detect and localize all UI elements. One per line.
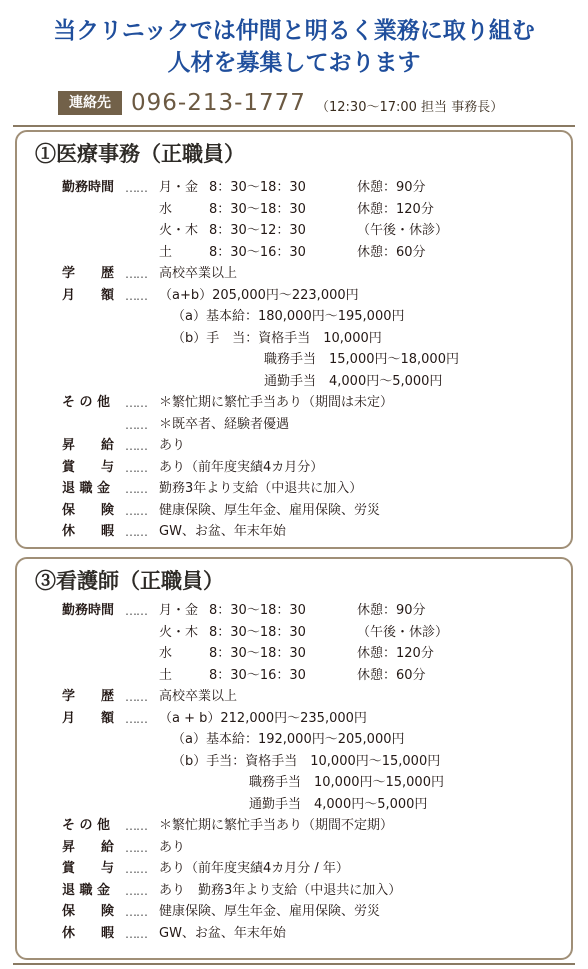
card-title: ①医療事務（正職員）: [35, 141, 245, 166]
row-value: GW、お盆、年末年始: [159, 524, 286, 539]
info-row: [17, 795, 571, 815]
row-time: 8：30〜18：30: [209, 201, 306, 217]
row-label: 退 職 金: [62, 481, 111, 496]
leader-dots: ……: [125, 417, 147, 432]
info-row: [17, 307, 571, 327]
row-value: 健康保険、厚生年金、雇用保険、労災: [159, 904, 381, 919]
row-time: 8：30〜16：30: [209, 667, 306, 683]
row-break: 休憩：90分: [357, 180, 426, 195]
row-value: 職務手当 10,000円〜15,000円: [249, 775, 444, 790]
row-value: （a）基本給：192,000円〜205,000円: [172, 732, 405, 747]
row-value: （a）基本給：180,000円〜195,000円: [172, 309, 405, 324]
row-value: 水: [159, 201, 173, 217]
row-value: あり（前年度実績4カ月分）: [159, 459, 324, 475]
info-row: [17, 838, 571, 858]
info-row: [17, 644, 571, 664]
info-row: [17, 522, 571, 542]
row-value: （b）手当：資格手当 10,000円〜15,000円: [172, 753, 441, 769]
info-row: [17, 479, 571, 499]
row-value: あり: [159, 839, 186, 855]
row-label: 保 険: [62, 502, 115, 518]
leader-dots: ……: [125, 840, 147, 855]
row-value: 高校卒業以上: [159, 689, 238, 704]
row-break: 休憩：90分: [357, 603, 426, 618]
row-time: 8：30〜18：30: [209, 180, 306, 195]
info-row: [17, 666, 571, 686]
info-row: [17, 816, 571, 836]
row-label: 勤務時間: [62, 603, 115, 618]
info-row: [17, 286, 571, 306]
divider-bottom: [13, 963, 575, 965]
row-value: 火・木: [159, 624, 199, 640]
info-row: [17, 436, 571, 456]
row-value: 火・木: [159, 223, 199, 238]
info-row: [17, 221, 571, 241]
leader-dots: ……: [125, 905, 147, 919]
leader-dots: ……: [125, 396, 147, 410]
row-value: （b）手 当：資格手当 10,000円: [172, 330, 382, 346]
row-value: あり 勤務3年より支給（中退共に加入）: [159, 882, 402, 898]
row-break: 休憩：120分: [357, 646, 434, 661]
job-card-medical-office: [15, 130, 573, 549]
row-label: 賞 与: [62, 459, 115, 475]
info-row: [17, 458, 571, 478]
row-value: 高校卒業以上: [159, 266, 238, 281]
info-row: [17, 730, 571, 750]
row-value: ＊繁忙期に繁忙手当あり（期間は未定）: [159, 395, 394, 410]
row-value: あり: [159, 438, 186, 453]
info-row: [17, 264, 571, 284]
info-row: [17, 601, 571, 621]
row-label: 賞 与: [62, 861, 115, 876]
row-value: 勤務3年より支給（中退共に加入）: [159, 481, 363, 496]
row-value: ＊繁忙期に繁忙手当あり（期間不定期）: [159, 818, 394, 833]
row-value: GW、お盆、年末年始: [159, 925, 286, 941]
row-label: 昇 給: [62, 438, 115, 453]
row-label: 休 暇: [62, 524, 115, 539]
row-label: 保 険: [62, 904, 115, 919]
row-value: 職務手当 15,000円〜18,000円: [264, 352, 459, 367]
leader-dots: ……: [125, 690, 147, 704]
leader-dots: ……: [125, 604, 147, 618]
contact-phone[interactable]: 096-213-1777: [131, 90, 306, 116]
contact-label: 連絡先: [58, 91, 122, 115]
row-break: 休憩：60分: [357, 244, 426, 260]
info-row: [17, 773, 571, 793]
row-label: そ の 他: [62, 818, 111, 833]
info-row: [17, 623, 571, 643]
info-row: [17, 329, 571, 349]
row-time: 8：30〜12：30: [209, 223, 306, 238]
info-row: [17, 178, 571, 198]
row-value: あり（前年度実績4カ月分 / 年）: [159, 861, 349, 876]
row-label: そ の 他: [62, 395, 111, 410]
leader-dots: ……: [125, 439, 147, 453]
headline-line-2: 人材を募集しております: [167, 50, 421, 76]
row-label: 休 暇: [62, 925, 115, 941]
row-value: 通勤手当 4,000円〜5,000円: [264, 373, 443, 389]
row-label: 月 額: [62, 710, 115, 726]
row-label: 学 歴: [62, 689, 115, 704]
leader-dots: ……: [125, 862, 147, 876]
row-label: 学 歴: [62, 266, 115, 281]
row-label: 退 職 金: [62, 882, 111, 898]
card-title: ③看護師（正職員）: [35, 568, 224, 593]
row-value: 月・金: [159, 180, 199, 195]
info-row: [17, 709, 571, 729]
leader-dots: ……: [125, 460, 147, 475]
leader-dots: ……: [125, 883, 147, 898]
row-time: 8：30〜18：30: [209, 603, 306, 618]
row-break: （午後・休診）: [357, 223, 449, 238]
row-time: 8：30〜18：30: [209, 624, 306, 640]
info-row: [17, 200, 571, 220]
row-break: 休憩：120分: [357, 201, 434, 217]
info-row: [17, 393, 571, 413]
divider-top: [13, 125, 575, 127]
row-value: 健康保険、厚生年金、雇用保険、労災: [159, 502, 381, 518]
row-value: 通勤手当 4,000円〜5,000円: [249, 796, 428, 812]
info-row: [17, 924, 571, 944]
row-value: （a + b）212,000円〜235,000円: [159, 710, 367, 726]
leader-dots: ……: [125, 503, 147, 518]
row-label: 月 額: [62, 287, 115, 303]
row-value: 土: [159, 244, 173, 260]
leader-dots: ……: [125, 926, 147, 941]
leader-dots: ……: [125, 267, 147, 281]
row-value: 月・金: [159, 603, 199, 618]
row-break: （午後・休診）: [357, 624, 449, 640]
info-row: [17, 752, 571, 772]
row-value: （a+b）205,000円〜223,000円: [159, 287, 359, 303]
row-label: 勤務時間: [62, 180, 115, 195]
info-row: [17, 881, 571, 901]
headline-line-1: 当クリニックでは仲間と明るく業務に取り組む: [53, 18, 535, 44]
info-row: [17, 372, 571, 392]
row-label: 昇 給: [62, 839, 115, 855]
job-card-nurse: [15, 557, 573, 960]
leader-dots: ……: [125, 482, 147, 496]
leader-dots: ……: [125, 288, 147, 303]
info-row: [17, 501, 571, 521]
contact-hours-note: （12:30〜17:00 担当 事務長）: [316, 100, 504, 115]
row-value: ＊既卒者、経験者優遇: [159, 416, 290, 432]
info-row: [17, 415, 571, 435]
leader-dots: ……: [125, 711, 147, 726]
row-value: 土: [159, 667, 173, 683]
info-row: [17, 350, 571, 370]
leader-dots: ……: [125, 181, 147, 195]
leader-dots: ……: [125, 819, 147, 833]
row-break: 休憩：60分: [357, 667, 426, 683]
info-row: [17, 243, 571, 263]
row-time: 8：30〜16：30: [209, 244, 306, 260]
row-value: 水: [159, 646, 173, 661]
leader-dots: ……: [125, 525, 147, 539]
info-row: [17, 859, 571, 879]
info-row: [17, 902, 571, 922]
row-time: 8：30〜18：30: [209, 646, 306, 661]
info-row: [17, 687, 571, 707]
